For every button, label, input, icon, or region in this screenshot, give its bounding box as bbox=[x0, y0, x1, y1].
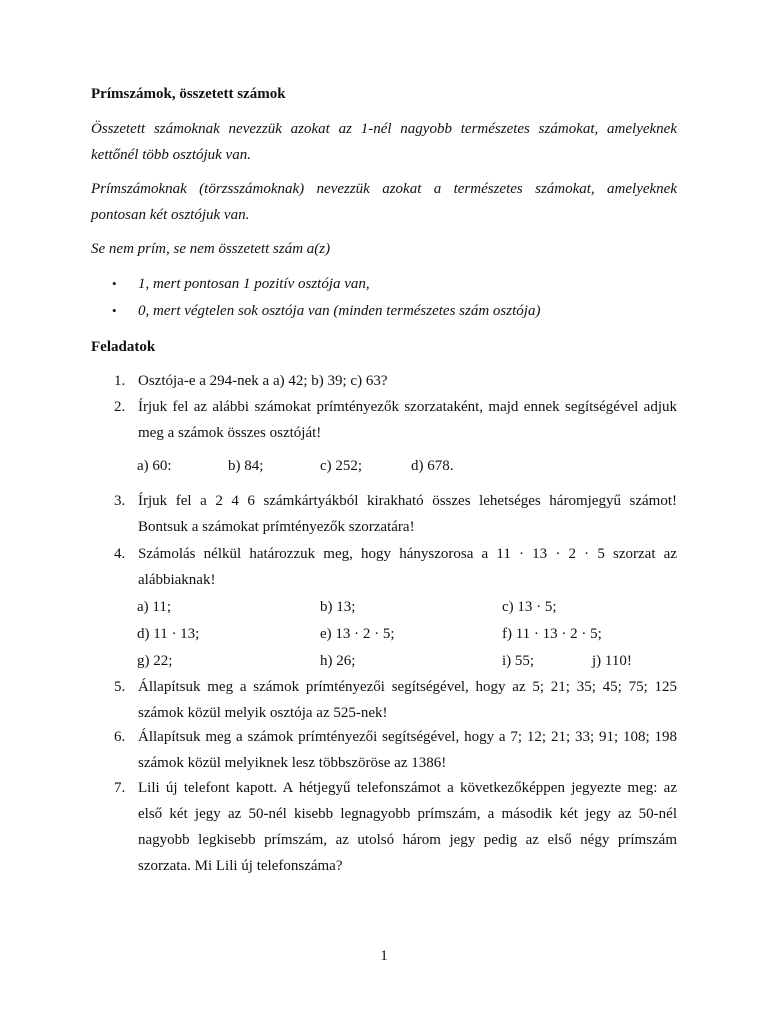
definition-composite bbox=[91, 116, 677, 168]
text-line: pontosan két osztójuk van. bbox=[91, 207, 250, 223]
text-line: Írjuk fel a 2 4 6 számkártyákból kirakható összes lehetséges háromjegyű számot! bbox=[138, 493, 677, 509]
task-4-option: a) 11; bbox=[137, 599, 172, 615]
task-7-text bbox=[138, 775, 677, 879]
task-2-text bbox=[138, 394, 677, 446]
text-line: Összetett számoknak nevezzük azokat az 1-nél nagyobb természetes számokat, amelyeknek bbox=[91, 121, 677, 137]
text-line: kettőnél több osztójuk van. bbox=[91, 147, 251, 163]
task-4-option: b) 13; bbox=[320, 599, 356, 615]
task-number: 5. bbox=[114, 679, 126, 695]
task-4-option: d) 11 · 13; bbox=[137, 626, 200, 642]
neither-statement: Se nem prím, se nem összetett szám a(z) bbox=[91, 241, 331, 257]
page-number: 1 bbox=[380, 948, 388, 964]
tasks-heading: Feladatok bbox=[91, 339, 156, 355]
task-number: 2. bbox=[114, 399, 126, 415]
bullet-marker: • bbox=[112, 276, 117, 291]
task-4-option: h) 26; bbox=[320, 653, 356, 669]
task-number: 6. bbox=[114, 729, 126, 745]
text-line: számok közül melyiknek lesz többszöröse az 1386! bbox=[138, 755, 447, 771]
task-number: 4. bbox=[114, 546, 126, 562]
task-number: 7. bbox=[114, 780, 126, 796]
text-line: Lili új telefont kapott. A hétjegyű telefonszámot a következőképpen jegyezte meg: az bbox=[138, 780, 677, 796]
task-2-option: d) 678. bbox=[411, 458, 454, 474]
bullet-item: 1, mert pontosan 1 pozitív osztója van, bbox=[138, 276, 370, 292]
task-2-option: a) 60: bbox=[137, 458, 172, 474]
text-line: meg a számok összes osztóját! bbox=[138, 425, 322, 441]
bullet-item: 0, mert végtelen sok osztója van (minden természetes szám osztója) bbox=[138, 303, 541, 319]
text-line: Számolás nélkül határozzuk meg, hogy hányszorosa a 11 · 13 · 2 · 5 szorzat az bbox=[138, 546, 677, 562]
task-2-option: c) 252; bbox=[320, 458, 363, 474]
task-2-option: b) 84; bbox=[228, 458, 264, 474]
bullet-marker: • bbox=[112, 303, 117, 318]
text-line: Bontsuk a számokat prímtényezők szorzatára! bbox=[138, 519, 415, 535]
text-line: Állapítsuk meg a számok prímtényezői segítségével, hogy az 5; 21; 35; 45; 75; 125 bbox=[138, 679, 677, 695]
task-4-option: g) 22; bbox=[137, 653, 173, 669]
text-line: nagyobb legkisebb prímszám, az utolsó három jegy pedig az első négy prímszám bbox=[138, 832, 677, 848]
text-line: Állapítsuk meg a számok prímtényezői segítségével, hogy a 7; 12; 21; 33; 91; 108; 198 bbox=[138, 729, 677, 745]
text-line: Írjuk fel az alábbi számokat prímtényezők szorzataként, majd ennek segítségével adjuk bbox=[138, 399, 677, 415]
task-4-option: f) 11 · 13 · 2 · 5; bbox=[502, 626, 602, 642]
text-line: szorzata. Mi Lili új telefonszáma? bbox=[138, 858, 343, 874]
task-number: 3. bbox=[114, 493, 126, 509]
text-line: alábbiaknak! bbox=[138, 572, 216, 588]
text-line: Prímszámoknak (törzsszámoknak) nevezzük azokat a természetes számokat, amelyeknek bbox=[91, 181, 677, 197]
text-line: első két jegy az 50-nél kisebb legnagyobb prímszám, a második két jegy az 50-nél bbox=[138, 806, 677, 822]
text-line: számok közül melyik osztója az 525-nek! bbox=[138, 705, 388, 721]
task-4-option: i) 55; bbox=[502, 653, 535, 669]
task-5-text bbox=[138, 674, 677, 726]
task-4-option: j) 110! bbox=[592, 653, 632, 669]
task-4-option: c) 13 · 5; bbox=[502, 599, 557, 615]
task-number: 1. bbox=[114, 373, 126, 389]
text-line: Osztója-e a 294-nek a a) 42; b) 39; c) 63? bbox=[138, 373, 388, 389]
definition-prime bbox=[91, 176, 677, 228]
page-title: Prímszámok, összetett számok bbox=[91, 86, 286, 102]
task-6-text bbox=[138, 724, 677, 776]
task-1-text bbox=[138, 368, 677, 394]
task-4-option: e) 13 · 2 · 5; bbox=[320, 626, 395, 642]
task-3-text bbox=[138, 488, 677, 540]
task-4-text bbox=[138, 541, 677, 593]
